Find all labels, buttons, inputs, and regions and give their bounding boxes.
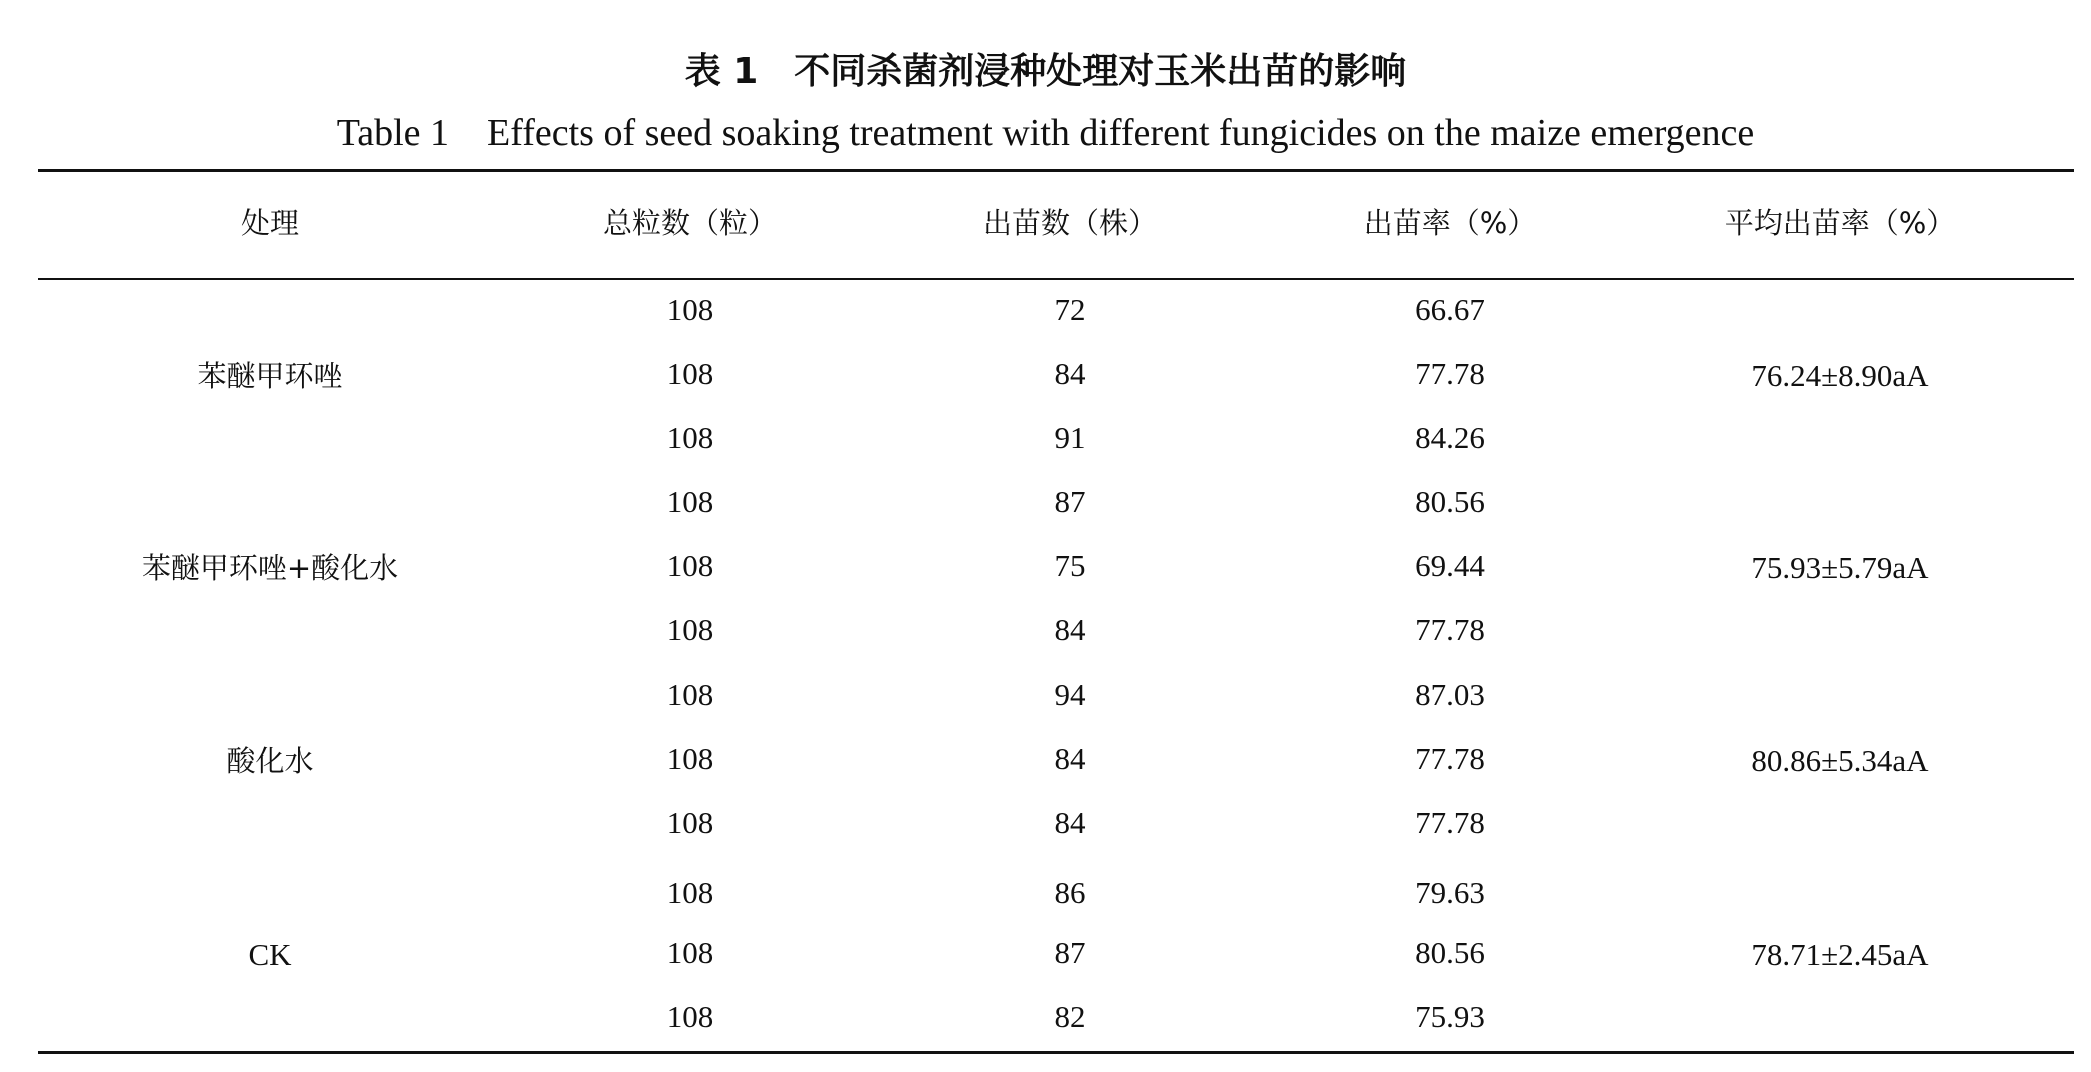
seedlings-emerged-cell: 84 [1054,805,1086,840]
header-mean-emergence-rate: 平均出苗率（%） [1724,206,1956,240]
header-total-seeds: 总粒数（粒） [602,206,777,240]
seedlings-emerged-cell: 84 [1054,741,1086,776]
total-seeds-cell: 108 [666,356,714,391]
header-emergence-rate: 出苗率（%） [1363,206,1537,240]
total-seeds-cell: 108 [666,875,714,910]
emergence-rate-cell: 77.78 [1415,741,1485,776]
table-title-chinese: 表 1 不同杀菌剂浸种处理对玉米出苗的影响 [684,51,1407,92]
emergence-rate-cell: 77.78 [1415,612,1485,647]
total-seeds-cell: 108 [666,292,714,327]
total-seeds-cell: 108 [666,548,714,583]
mean-emergence-rate: 80.86±5.34aA [1751,743,1929,778]
table-top-rule [38,169,2074,172]
seedlings-emerged-cell: 87 [1054,935,1086,970]
emergence-rate-cell: 80.56 [1415,484,1485,519]
emergence-rate-cell: 84.26 [1415,420,1485,455]
emergence-rate-cell: 69.44 [1415,548,1485,583]
emergence-rate-cell: 66.67 [1415,292,1485,327]
total-seeds-cell: 108 [666,999,714,1034]
emergence-rate-cell: 87.03 [1415,677,1485,712]
table-bottom-rule [38,1051,2074,1054]
mean-emergence-rate: 76.24±8.90aA [1751,358,1929,393]
seedlings-emerged-cell: 82 [1054,999,1086,1034]
emergence-rate-cell: 80.56 [1415,935,1485,970]
seedlings-emerged-cell: 86 [1054,875,1086,910]
seedlings-emerged-cell: 84 [1054,612,1086,647]
total-seeds-cell: 108 [666,805,714,840]
treatment-label: 苯醚甲环唑 [197,359,343,393]
emergence-rate-cell: 79.63 [1415,875,1485,910]
table-header-rule [38,278,2074,280]
total-seeds-cell: 108 [666,484,714,519]
seedlings-emerged-cell: 87 [1054,484,1086,519]
emergence-rate-cell: 77.78 [1415,356,1485,391]
total-seeds-cell: 108 [666,677,714,712]
header-seedlings-emerged: 出苗数（株） [982,206,1157,240]
seedlings-emerged-cell: 75 [1054,548,1086,583]
table-title-english: Table 1 Effects of seed soaking treatment with different fungicides on the maize emergence [336,112,1755,154]
treatment-label: CK [248,937,292,972]
total-seeds-cell: 108 [666,935,714,970]
treatment-label: 苯醚甲环唑+酸化水 [141,551,399,585]
emergence-rate-cell: 77.78 [1415,805,1485,840]
total-seeds-cell: 108 [666,741,714,776]
mean-emergence-rate: 75.93±5.79aA [1751,550,1929,585]
seedlings-emerged-cell: 84 [1054,356,1086,391]
seedlings-emerged-cell: 94 [1054,677,1086,712]
total-seeds-cell: 108 [666,612,714,647]
header-treatment: 处理 [240,206,299,240]
seedlings-emerged-cell: 91 [1054,420,1086,455]
mean-emergence-rate: 78.71±2.45aA [1751,937,1929,972]
emergence-rate-cell: 75.93 [1415,999,1485,1034]
total-seeds-cell: 108 [666,420,714,455]
seedlings-emerged-cell: 72 [1054,292,1086,327]
treatment-label: 酸化水 [226,744,314,778]
